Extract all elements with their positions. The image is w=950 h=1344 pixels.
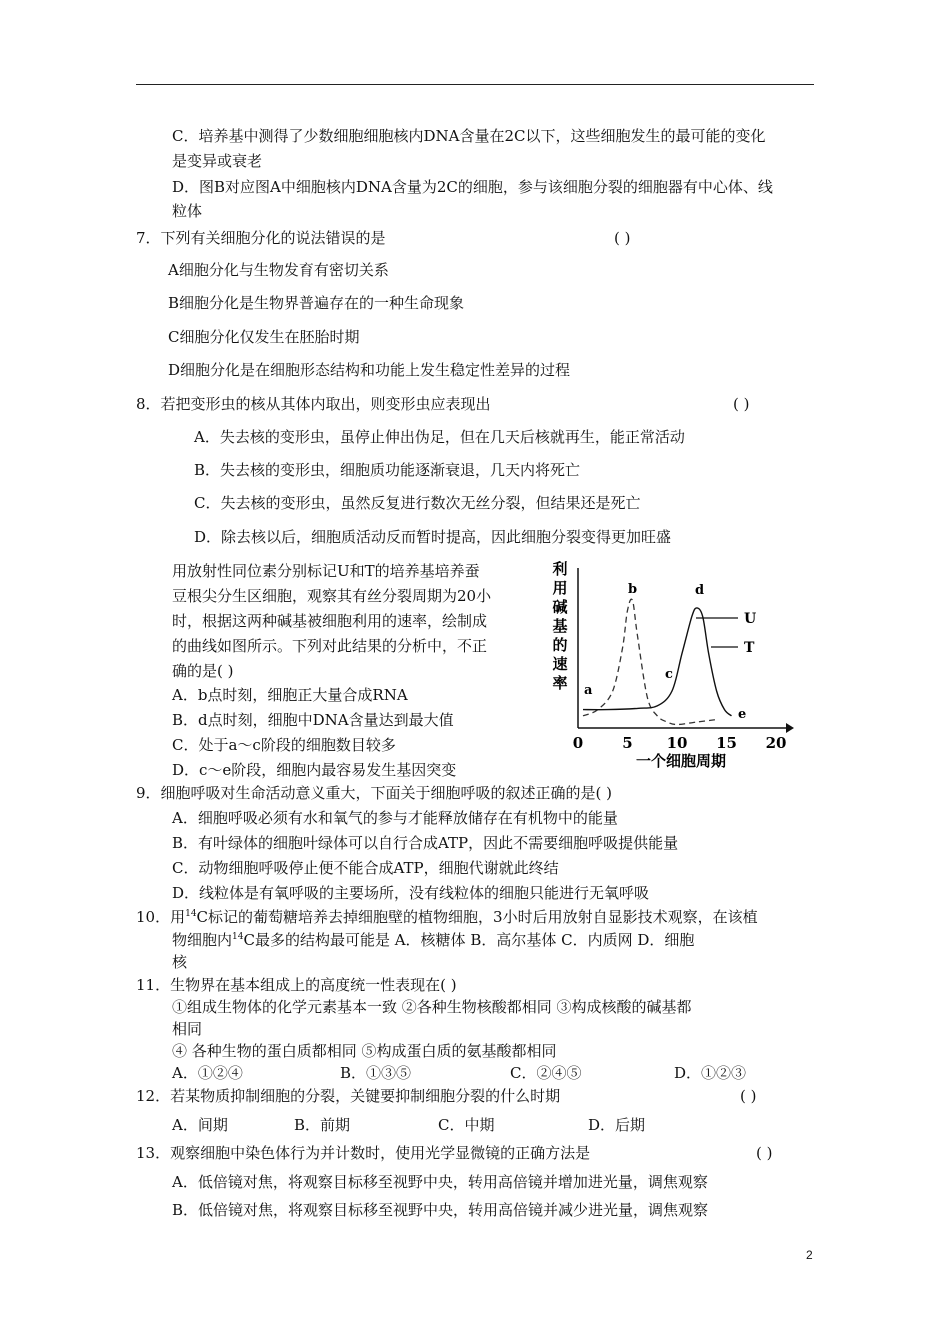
- q10-isotope-superscript: 14: [185, 909, 197, 919]
- q12-option-b: B．前期: [294, 1116, 351, 1134]
- q13-option-b: B．低倍镜对焦，将观察目标移至视野中央，转用高倍镜并减少进光量，调焦观察: [172, 1201, 709, 1219]
- y-axis-label-char: 利: [552, 560, 568, 578]
- series-t-curve: [583, 608, 732, 716]
- q10-line3: 核: [172, 953, 188, 971]
- q8-option-d: D．除去核以后，细胞质活动反而暂时提高，因此细胞分裂变得更加旺盛: [194, 528, 672, 546]
- y-axis-label-char: 碱: [552, 598, 568, 616]
- q8-answer-paren: ( ): [733, 395, 750, 413]
- q6-option-c-line2: 是变异或衰老: [172, 152, 263, 170]
- y-axis-label-char: 用: [552, 579, 568, 597]
- point-label-c: c: [665, 667, 673, 682]
- q12-option-c: C．中期: [438, 1116, 495, 1134]
- q10-line1: [136, 907, 758, 927]
- q12-answer-paren: ( ): [740, 1087, 757, 1105]
- q13-answer-paren: ( ): [756, 1144, 773, 1162]
- q7-answer-paren: ( ): [614, 229, 631, 247]
- q11-statements-line1b: 相同: [172, 1020, 203, 1038]
- q8-option-a: A．失去核的变形虫，虽停止伸出伪足，但在几天后核就再生，能正常活动: [194, 428, 685, 446]
- q13-stem: 13．观察细胞中染色体行为并计数时，使用光学显微镜的正确方法是: [136, 1144, 591, 1162]
- q7-option-a: A细胞分化与生物发育有密切关系: [168, 261, 389, 279]
- q6-option-c-line1: C．培养基中测得了少数细胞细胞核内DNA含量在2C以下，这些细胞发生的最可能的变化: [172, 127, 766, 145]
- q8b-stem-line2: 豆根尖分生区细胞，观察其有丝分裂周期为20小: [172, 587, 492, 605]
- q9-option-d: D．线粒体是有氧呼吸的主要场所，没有线粒体的细胞只能进行无氧呼吸: [172, 884, 650, 902]
- point-label-e: e: [738, 707, 747, 722]
- q8-option-c: C．失去核的变形虫，虽然反复进行数次无丝分裂，但结果还是死亡: [194, 494, 641, 512]
- x-axis-arrow: [786, 723, 794, 733]
- x-axis-label: 一个细胞周期: [635, 752, 727, 770]
- legend-t-label: T: [744, 640, 755, 656]
- base-utilization-chart: [548, 552, 798, 780]
- y-axis-label-char: 率: [552, 674, 568, 692]
- y-axis-label-char: 基: [552, 617, 568, 635]
- q9-option-c: C．动物细胞呼吸停止便不能合成ATP，细胞代谢就此终结: [172, 859, 559, 877]
- q10-line2-text: C最多的结构最可能是 A．核糖体 B．高尔基体 C．内质网 D．细胞: [243, 931, 695, 949]
- q12-option-d: D．后期: [588, 1116, 646, 1134]
- q8b-stem-line4: 的曲线如图所示。下列对此结果的分析中，不正: [172, 637, 488, 655]
- q11-option-b: B．①③⑤: [340, 1064, 412, 1082]
- q8b-option-c: C．处于a～c阶段的细胞数目较多: [172, 736, 396, 754]
- q6-option-d-line2: 粒体: [172, 202, 203, 220]
- q9-option-a: A．细胞呼吸必须有水和氧气的参与才能释放储存在有机物中的能量: [172, 809, 618, 827]
- q10-line2-prefix: 物细胞内: [172, 931, 233, 949]
- q11-statements-line2: ④ 各种生物的蛋白质都相同 ⑤构成蛋白质的氨基酸都相同: [172, 1042, 557, 1060]
- q11-option-d: D．①②③: [674, 1064, 747, 1082]
- x-tick-label: 20: [765, 734, 787, 752]
- q11-stem: 11．生物界在基本组成上的高度统一性表现在( ): [136, 976, 457, 994]
- x-tick-label: 15: [716, 734, 737, 752]
- y-axis-label-char: 速: [552, 655, 568, 673]
- y-axis-label-char: 的: [552, 636, 568, 654]
- q6-option-d-line1: D．图B对应图A中细胞核内DNA含量为2C的细胞，参与该细胞分裂的细胞器有中心体、线: [172, 178, 773, 196]
- q10-line2: [172, 930, 694, 950]
- q8b-stem-line3: 时，根据这两种碱基被细胞利用的速率，绘制成: [172, 612, 488, 630]
- q13-option-a: A．低倍镜对焦，将观察目标移至视野中央，转用高倍镜并增加进光量，调焦观察: [172, 1173, 708, 1191]
- q8b-option-b: B．d点时刻，细胞中DNA含量达到最大值: [172, 711, 454, 729]
- q9-option-b: B．有叶绿体的细胞叶绿体可以自行合成ATP，因此不需要细胞呼吸提供能量: [172, 834, 679, 852]
- q11-option-a: A．①②④: [172, 1064, 243, 1082]
- q8b-stem-line1: 用放射性同位素分别标记U和T的培养基培养蚕: [172, 562, 480, 580]
- page-number: 2: [806, 1248, 813, 1262]
- q9-stem: 9．细胞呼吸对生命活动意义重大，下面关于细胞呼吸的叙述正确的是( ): [136, 784, 613, 802]
- q7-stem: 7．下列有关细胞分化的说法错误的是: [136, 229, 386, 247]
- point-label-b: b: [628, 582, 638, 597]
- q7-option-c: C细胞分化仅发生在胚胎时期: [168, 328, 360, 346]
- q7-option-b: B细胞分化是生物界普遍存在的一种生命现象: [168, 294, 465, 312]
- q8b-option-d: D．c～e阶段，细胞内最容易发生基因突变: [172, 761, 457, 779]
- header-rule: [136, 84, 814, 85]
- q10-isotope-superscript-2: 14: [232, 932, 244, 942]
- x-tick-label: 10: [666, 734, 688, 752]
- q10-prefix: 10．用: [136, 908, 186, 926]
- point-label-a: a: [584, 683, 593, 698]
- legend-u-label: U: [744, 611, 757, 627]
- q11-statements-line1: ①组成生物体的化学元素基本一致 ②各种生物核酸都相同 ③构成核酸的碱基都: [172, 998, 692, 1016]
- x-tick-label: 0: [572, 734, 584, 752]
- q7-option-d: D细胞分化是在细胞形态结构和功能上发生稳定性差异的过程: [168, 361, 571, 379]
- q11-option-c: C．②④⑤: [510, 1064, 582, 1082]
- point-label-d: d: [695, 583, 705, 598]
- q8-stem: 8．若把变形虫的核从其体内取出，则变形虫应表现出: [136, 395, 491, 413]
- x-tick-label: 5: [622, 734, 633, 752]
- q8b-stem-line5: 确的是( ): [172, 662, 234, 680]
- q8-option-b: B．失去核的变形虫，细胞质功能逐渐衰退，几天内将死亡: [194, 461, 581, 479]
- q8b-option-a: A．b点时刻，细胞正大量合成RNA: [172, 686, 408, 704]
- q12-option-a: A．间期: [172, 1116, 228, 1134]
- q10-line1-text: C标记的葡萄糖培养去掉细胞壁的植物细胞，3小时后用放射自显影技术观察，在该植: [196, 908, 758, 926]
- q12-stem: 12．若某物质抑制细胞的分裂，关键要抑制细胞分裂的什么时期: [136, 1087, 561, 1105]
